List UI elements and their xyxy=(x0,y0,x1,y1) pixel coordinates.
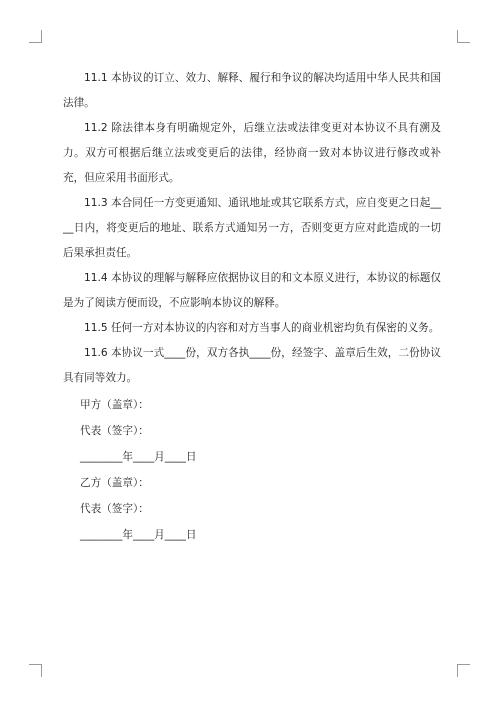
clause-11-2: 11.2 除法律本身有明确规定外，后继立法或法律变更对本协议不具有溯及力。双方可根据后继立法或变更后的法律，经协商一致对本协议进行修改或补充，但应采用书面形式。 xyxy=(63,122,441,184)
party-b-seal-line: 乙方（盖章）： xyxy=(80,477,149,489)
document-body xyxy=(63,66,441,548)
party-a-representative-line: 代表（签字）： xyxy=(80,425,149,437)
party-b-date-line: ________年____月____日 xyxy=(80,529,197,541)
crop-mark-bottom-right xyxy=(457,664,470,677)
party-a-date-line: ________年____月____日 xyxy=(80,451,197,463)
clause-11-3: 11.3 本合同任一方变更通知、通讯地址或其它联系方式，应自变更之日起____日内，将变更后的地址、联系方式通知另一方，否则变更方应对此造成的一切后果承担责任。 xyxy=(63,197,441,259)
clause-11-5: 11.5 任何一方对本协议的内容和对方当事人的商业机密均负有保密的义务。 xyxy=(84,322,440,334)
crop-mark-top-right xyxy=(457,30,470,43)
crop-mark-top-left xyxy=(29,30,42,43)
party-a-seal-line: 甲方（盖章）： xyxy=(80,399,149,411)
clause-11-6: 11.6 本协议一式____份，双方各执____份，经签字、盖章后生效，二份协议具有同等效力。 xyxy=(63,347,441,384)
clause-11-4: 11.4 本协议的理解与解释应依据协议目的和文本原义进行，本协议的标题仅是为了阅读方便而设，不应影响本协议的解释。 xyxy=(63,272,441,309)
party-b-representative-line: 代表（签字）： xyxy=(80,503,149,515)
crop-mark-bottom-left xyxy=(29,664,42,677)
clause-11-1: 11.1 本协议的订立、效力、解释、履行和争议的解决均适用中华人民共和国法律。 xyxy=(63,72,441,109)
